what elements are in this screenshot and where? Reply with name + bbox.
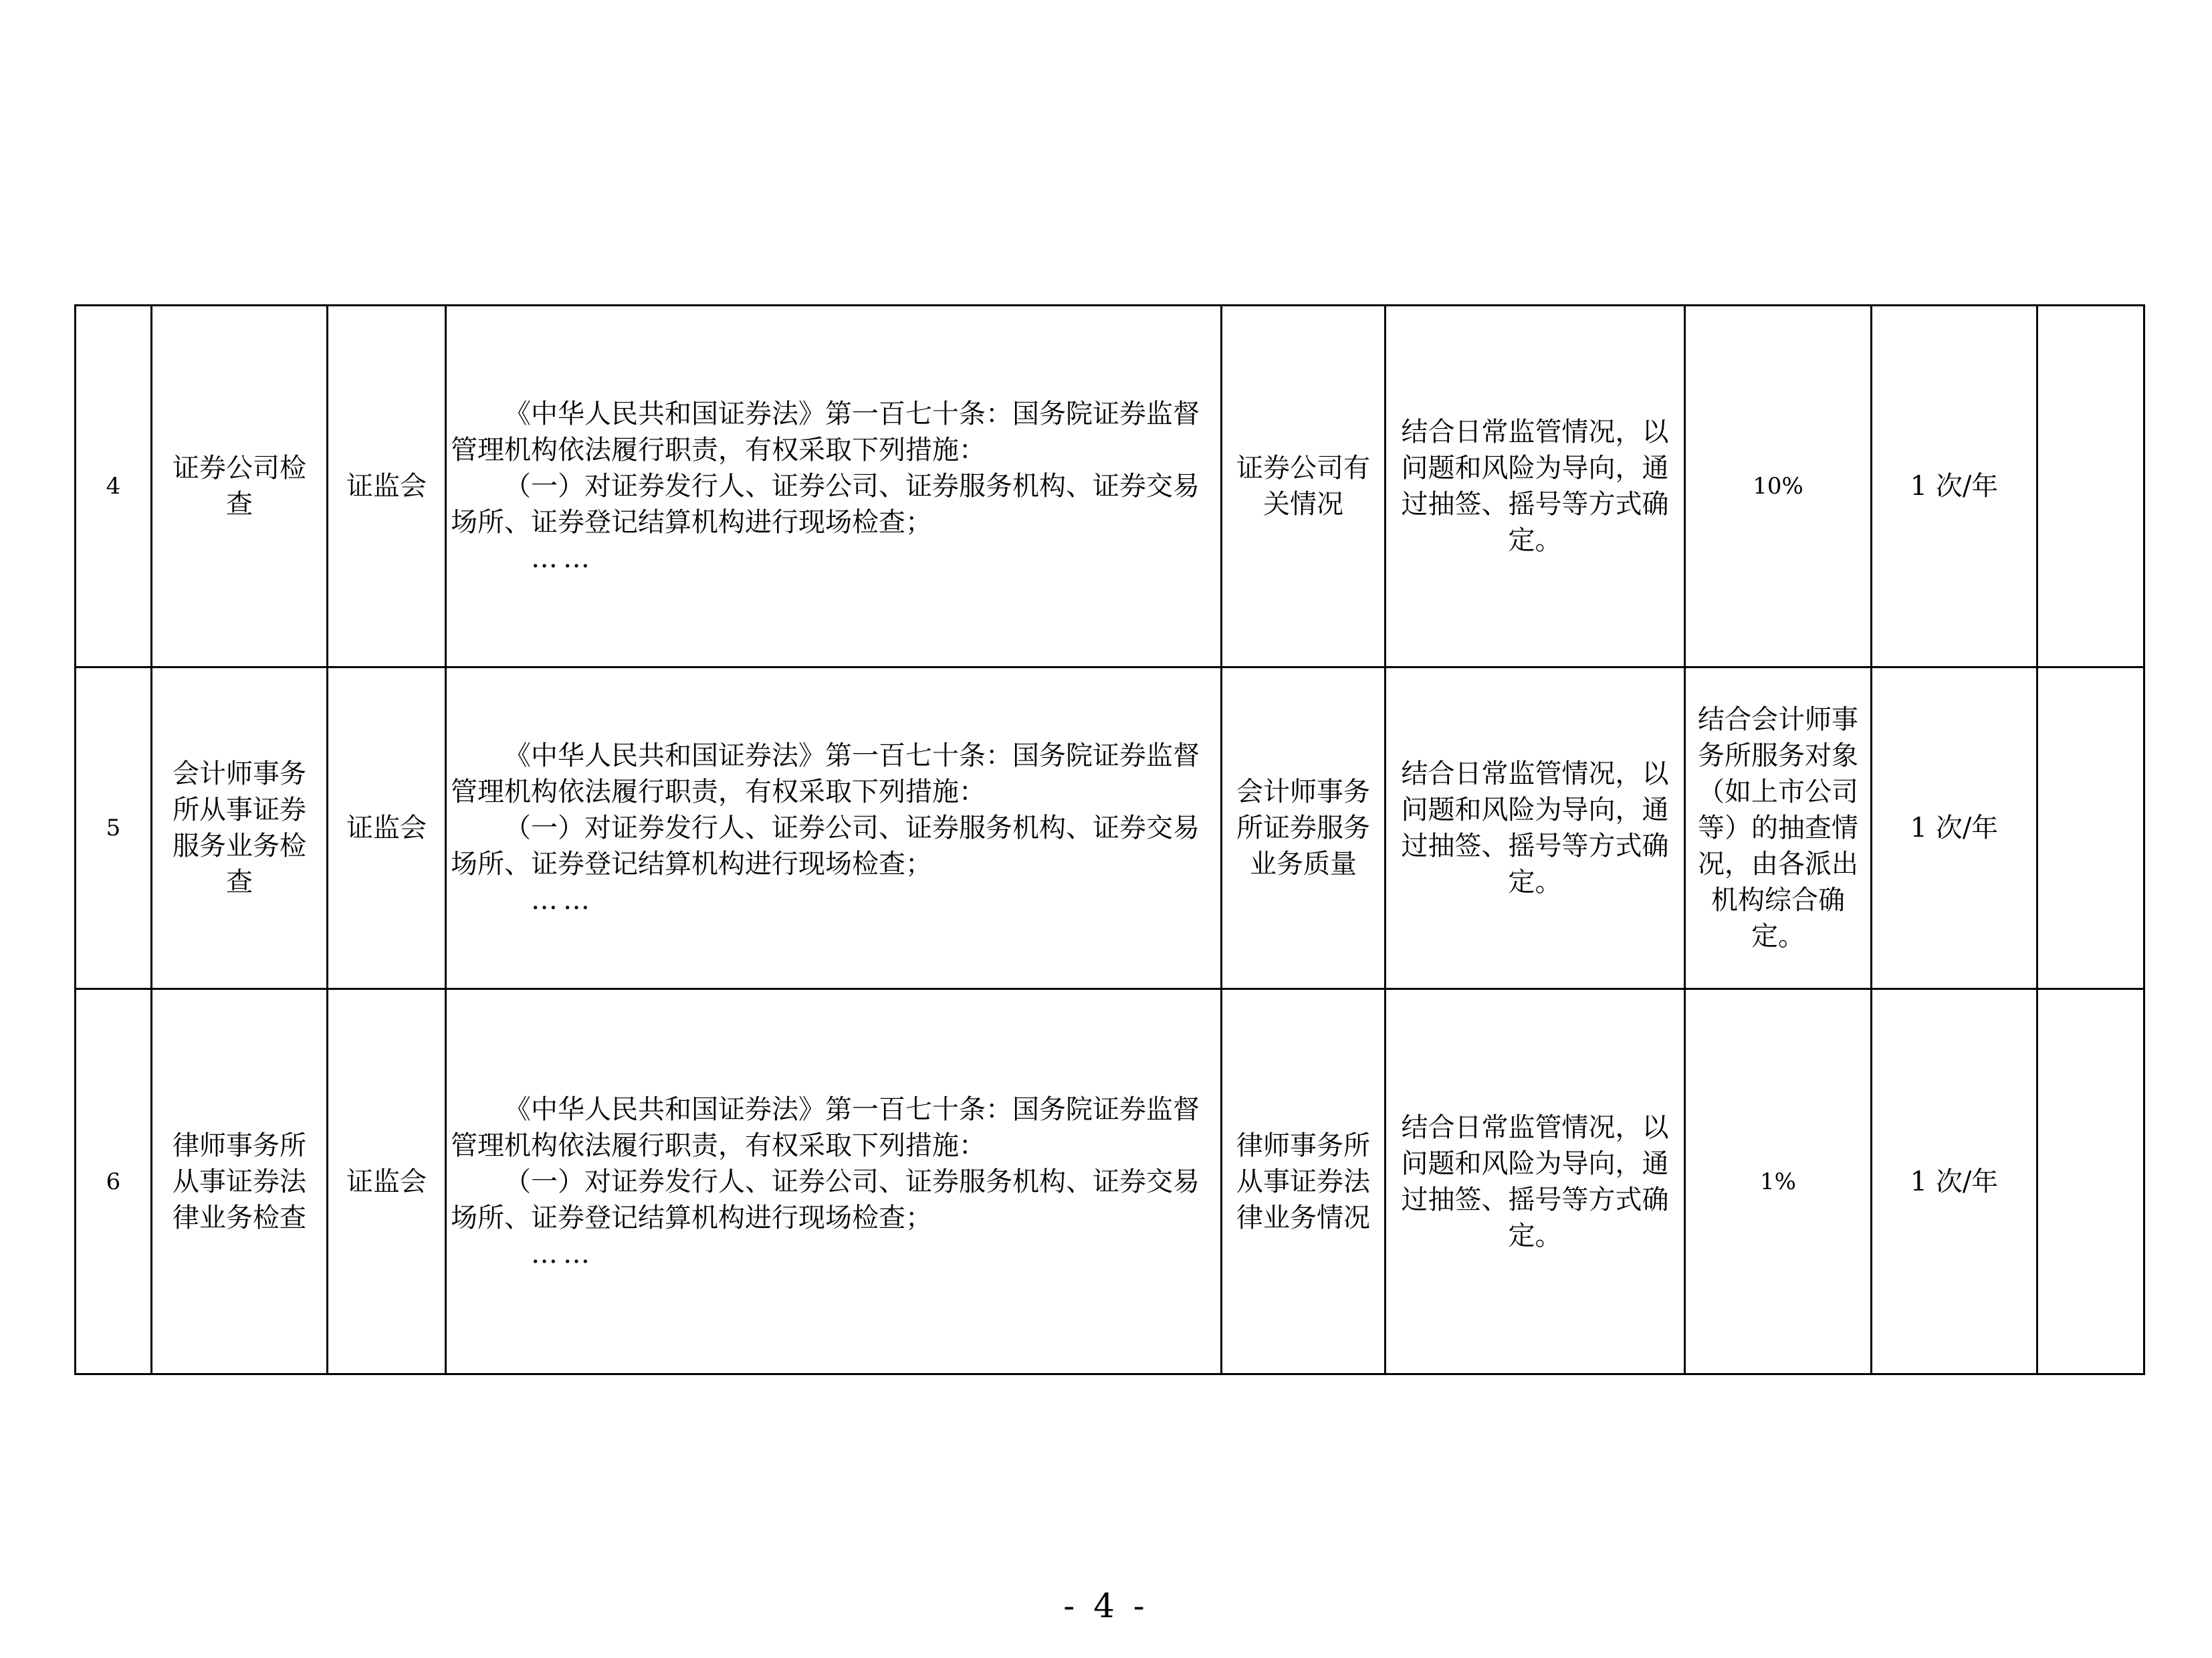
inspection-frequency: 1 次/年 [1872, 667, 2037, 989]
basis-paragraph: 《中华人民共和国证券法》第一百七十条：国务院证券监督管理机构依法履行职责，有权采取下列措施： [451, 1094, 1200, 1161]
basis-ellipsis: …… [531, 543, 595, 574]
page-number: - 4 - [1063, 1586, 1149, 1625]
table-row [76, 667, 2144, 989]
remark-cell [2037, 306, 2144, 667]
inspection-frequency: 1 次/年 [1872, 989, 2037, 1374]
basis-paragraph: 《中华人民共和国证券法》第一百七十条：国务院证券监督管理机构依法履行职责，有权采取下列措施： [451, 399, 1200, 465]
legal-basis [446, 667, 1222, 989]
inspection-item: 会计师事务所从事证券服务业务检查 [152, 667, 328, 989]
inspection-body: 证监会 [328, 306, 446, 667]
inspection-item: 证券公司检查 [152, 306, 328, 667]
inspection-body: 证监会 [328, 667, 446, 989]
basis-paragraph: （一）对证券发行人、证券公司、证券服务机构、证券交易场所、证券登记结算机构进行现场检查； [451, 471, 1200, 538]
inspection-ratio: 10% [1685, 306, 1872, 667]
legal-basis [446, 306, 1222, 667]
selection-method: 结合日常监管情况，以问题和风险为导向，通过抽签、摇号等方式确定。 [1386, 989, 1685, 1374]
table-row [76, 306, 2144, 667]
inspection-item: 律师事务所从事证券法律业务检查 [152, 989, 328, 1374]
row-index: 6 [76, 989, 152, 1374]
basis-ellipsis: …… [531, 1238, 595, 1269]
inspection-body: 证监会 [328, 989, 446, 1374]
inspection-frequency: 1 次/年 [1872, 306, 2037, 667]
basis-paragraph: （一）对证券发行人、证券公司、证券服务机构、证券交易场所、证券登记结算机构进行现场检查； [451, 1166, 1200, 1233]
inspection-content: 会计师事务所证券服务业务质量 [1222, 667, 1386, 989]
row-index: 5 [76, 667, 152, 989]
inspection-ratio: 1% [1685, 989, 1872, 1374]
table-row [76, 989, 2144, 1374]
selection-method: 结合日常监管情况，以问题和风险为导向，通过抽签、摇号等方式确定。 [1386, 667, 1685, 989]
row-index: 4 [76, 306, 152, 667]
basis-paragraph: （一）对证券发行人、证券公司、证券服务机构、证券交易场所、证券登记结算机构进行现场检查； [451, 813, 1200, 879]
inspection-content: 律师事务所从事证券法 律业务情况 [1222, 989, 1386, 1374]
inspection-ratio: 结合会计师事务所服务对象（如上市公司 等）的抽查情况，由各派出机构综合确定。 [1685, 667, 1872, 989]
remark-cell [2037, 667, 2144, 989]
inspection-table [74, 304, 2145, 1375]
remark-cell [2037, 989, 2144, 1374]
basis-paragraph: 《中华人民共和国证券法》第一百七十条：国务院证券监督管理机构依法履行职责，有权采取下列措施： [451, 740, 1200, 807]
inspection-content: 证券公司有关情况 [1222, 306, 1386, 667]
selection-method: 结合日常监管情况，以问题和风险为导向，通过抽签、摇号等方式确定。 [1386, 306, 1685, 667]
basis-ellipsis: …… [531, 885, 595, 916]
legal-basis [446, 989, 1222, 1374]
